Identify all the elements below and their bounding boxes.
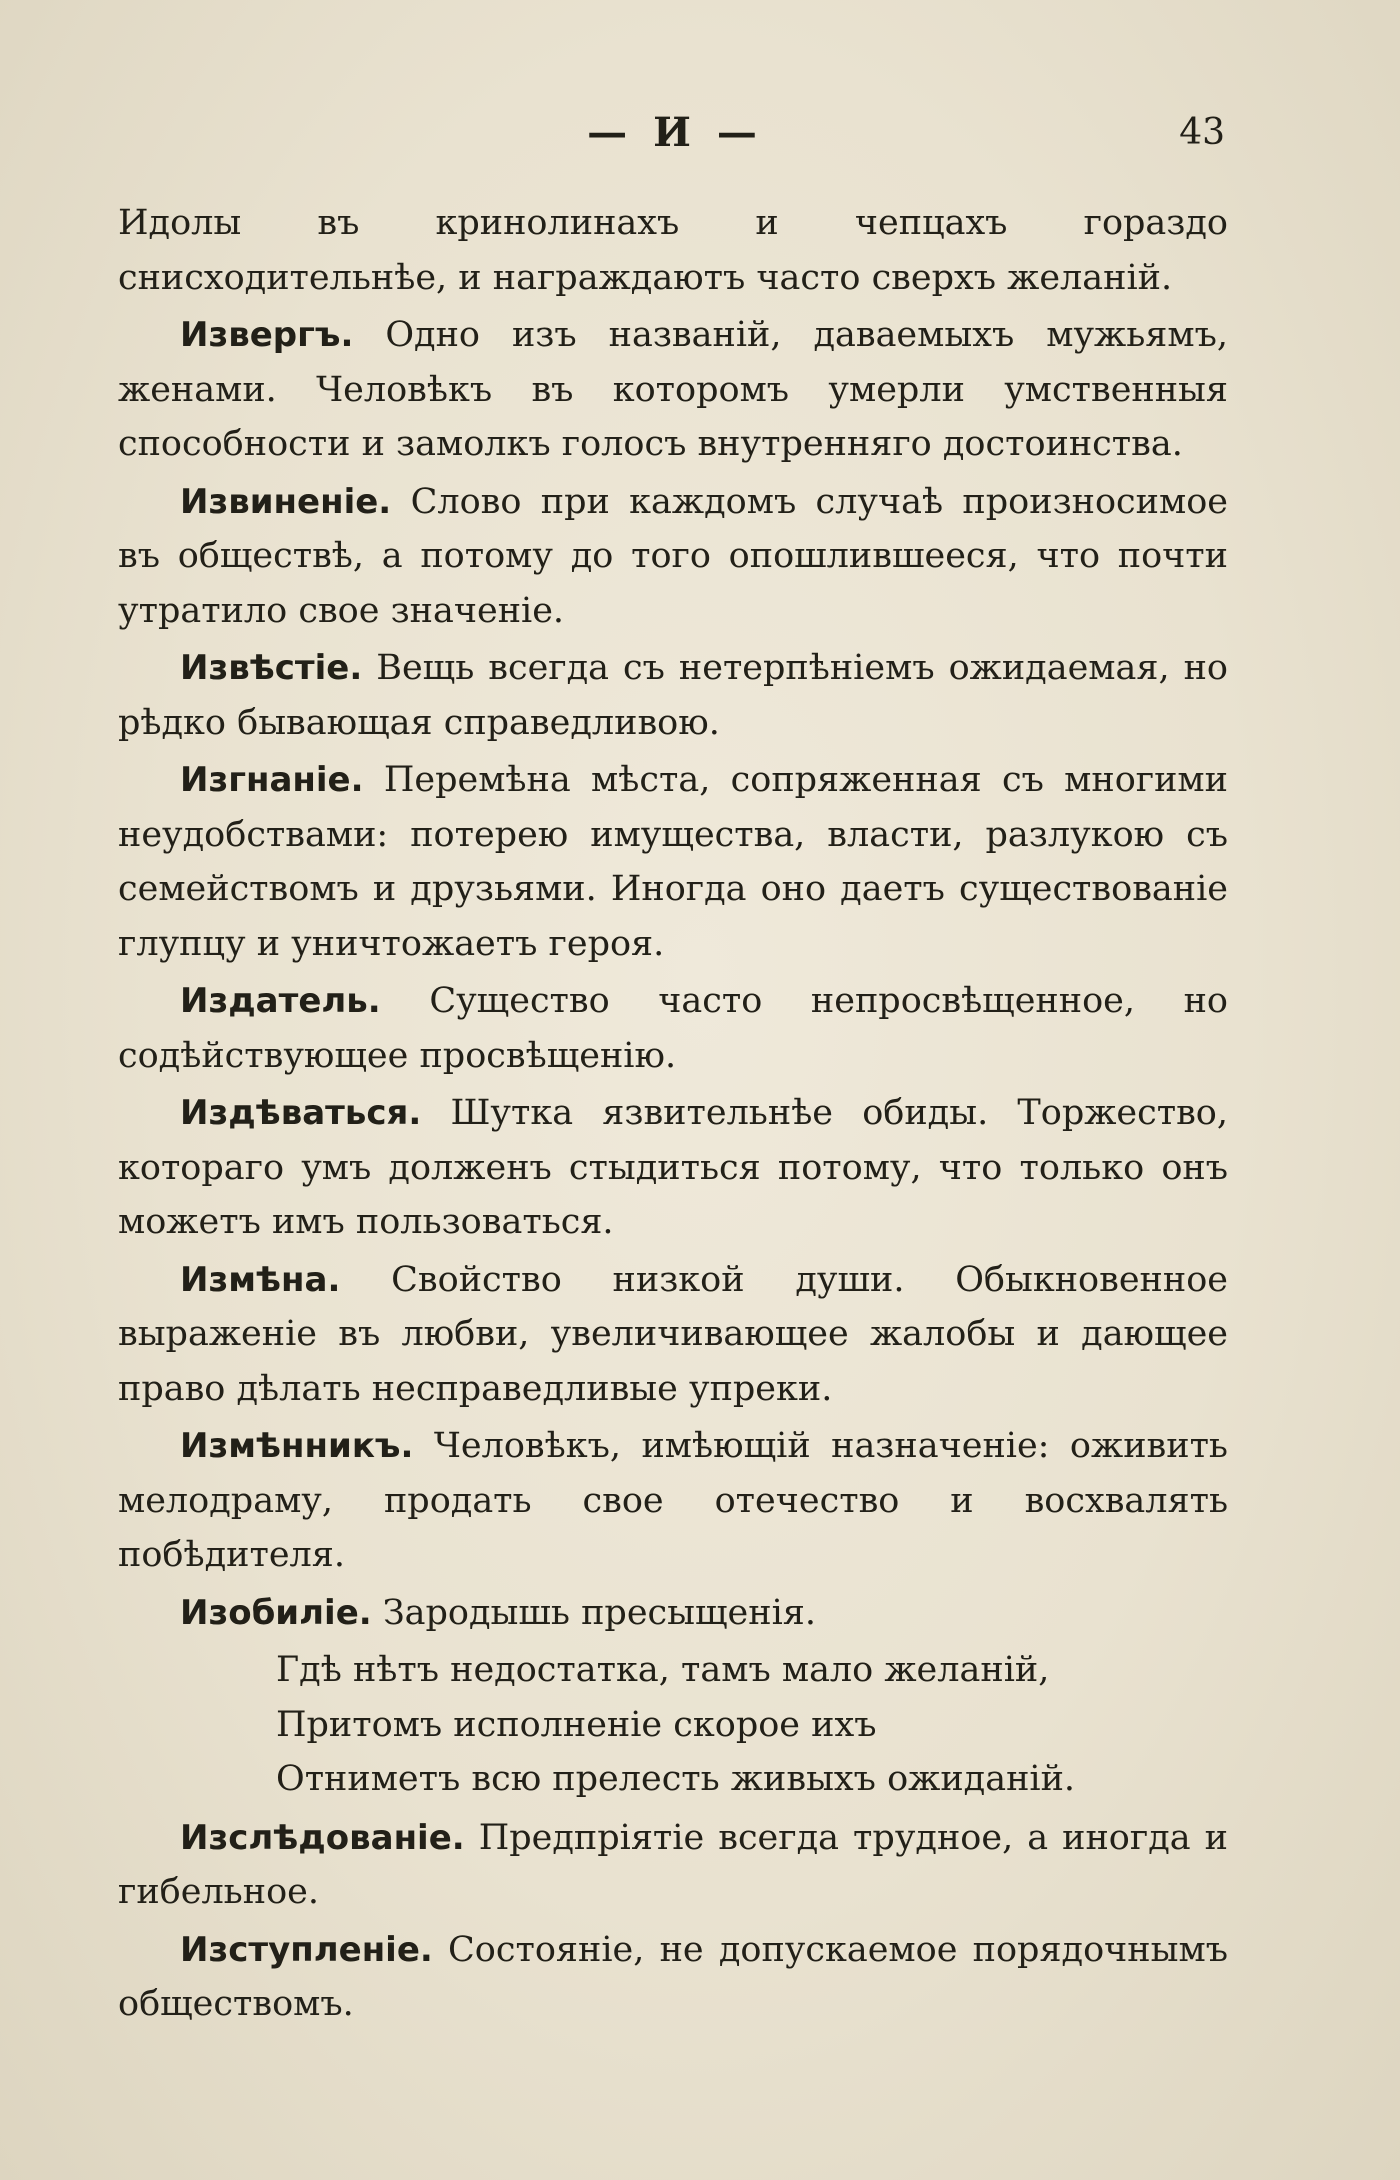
entry-term: Измѣнникъ. bbox=[180, 1426, 414, 1466]
running-head: — И — bbox=[587, 109, 763, 156]
entry-definition: Существо часто непросвѣщенное, но содѣйствующее просвѣщенію. bbox=[118, 981, 1228, 1076]
entry-term: Изобиліе. bbox=[180, 1592, 372, 1633]
verse-line: Гдѣ нѣтъ недостатка, тамъ мало желаній, bbox=[276, 1650, 1050, 1690]
entry-term: Извиненіе. bbox=[180, 481, 392, 522]
entry-definition: Одно изъ названій, даваемыхъ мужьямъ, женами. Человѣкъ въ которомъ умерли умственныя способности и замолкъ голосъ внутренняго достоинства. bbox=[118, 315, 1228, 464]
entry-definition: Свойство низкой души. Обыкновенное выраженіе въ любви, увеличивающее жалобы и дающее право дѣлать несправедливые упреки. bbox=[118, 1259, 1228, 1409]
entry-definition: Состояніе, не допускаемое порядочнымъ обществомъ. bbox=[118, 1929, 1228, 2024]
page-number: 43 bbox=[1179, 112, 1225, 153]
entry-definition: Зародышь пресыщенія. bbox=[382, 1592, 816, 1633]
entry-term: Извѣстіе. bbox=[180, 648, 363, 688]
entry-definition: Слово при каждомъ случаѣ произносимое въ обществѣ, а потому до того опошлившееся, что почти утратило свое значеніе. bbox=[118, 481, 1228, 631]
entry-izobilie bbox=[118, 1586, 1228, 1641]
verse-line: Притомъ исполненіе скорое ихъ bbox=[276, 1704, 877, 1745]
verse-quote bbox=[276, 1643, 1228, 1807]
entry-term: Извергъ. bbox=[180, 315, 354, 355]
entry-izdevatsya bbox=[118, 1086, 1228, 1250]
entry-term: Измѣна. bbox=[180, 1259, 341, 1300]
entry-definition: Человѣкъ, имѣющій назначеніе: оживить мелодраму, продать свое отечество и восхвалять побѣдителя. bbox=[118, 1426, 1228, 1575]
entry-izverg bbox=[118, 308, 1228, 472]
entry-term: Изгнаніе. bbox=[180, 760, 364, 800]
entry-definition: Шутка язвительнѣе обиды. Торжество, котораго умъ долженъ стыдиться потому, что только онъ можетъ имъ пользоваться. bbox=[118, 1093, 1228, 1242]
entry-term: Издѣваться. bbox=[180, 1093, 422, 1133]
page-header bbox=[0, 108, 1400, 158]
entry-izsledovanie bbox=[118, 1811, 1228, 1920]
entry-izgnanie bbox=[118, 753, 1228, 971]
continuation-paragraph: Идолы въ кринолинахъ и чепцахъ гораздо снисходительнѣе, и награждаютъ часто сверхъ желаній. bbox=[118, 203, 1228, 298]
entry-izvinenie bbox=[118, 475, 1228, 639]
verse-line: Отниметъ всю прелесть живыхъ ожиданій. bbox=[276, 1759, 1076, 1799]
entry-definition: Предпріятіе всегда трудное, а иногда и гибельное. bbox=[118, 1817, 1228, 1912]
entry-definition: Вещь всегда съ нетерпѣніемъ ожидаемая, но рѣдко бывающая справедливою. bbox=[118, 648, 1228, 743]
entry-izvestie bbox=[118, 641, 1228, 750]
entry-izmena bbox=[118, 1253, 1228, 1417]
entry-term: Издатель. bbox=[180, 981, 381, 1021]
page-body bbox=[118, 196, 1228, 2035]
entry-izmennik bbox=[118, 1419, 1228, 1583]
entry-izstuplenie bbox=[118, 1923, 1228, 2032]
entry-izdatel bbox=[118, 974, 1228, 1083]
entry-term: Изслѣдованіе. bbox=[180, 1817, 465, 1858]
entry-definition: Перемѣна мѣста, сопряженная съ многими неудобствами: потерею имущества, власти, разлукою съ семействомъ и друзьями. Иногда оно даетъ существованіе глупцу и уничтожаетъ героя. bbox=[118, 760, 1228, 964]
entry-term: Изступленіе. bbox=[180, 1929, 433, 1970]
